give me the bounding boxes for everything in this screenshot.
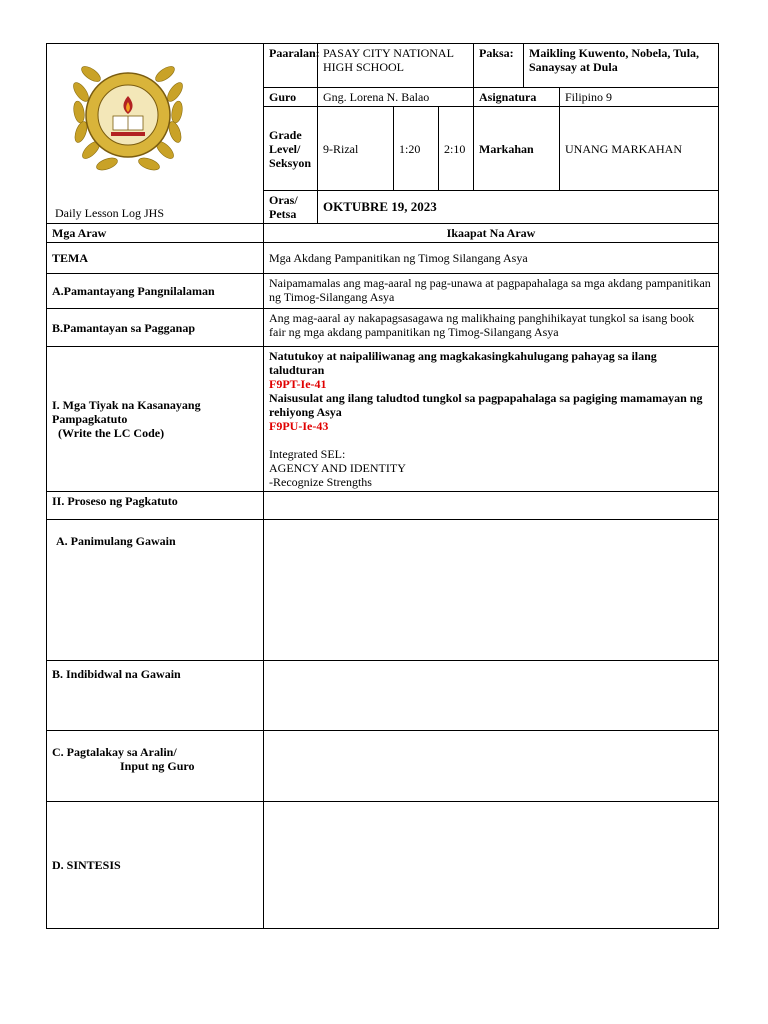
araw-value: Ikaapat Na Araw xyxy=(264,224,719,243)
indibidwal-value xyxy=(264,661,719,731)
sel-value: AGENCY AND IDENTITY xyxy=(269,461,406,475)
sintesis-value xyxy=(264,802,719,929)
markahan-label: Markahan xyxy=(474,107,560,191)
lc-code-2: F9PU-Ie-43 xyxy=(269,419,329,433)
lc-code-1: F9PT-Ie-41 xyxy=(269,377,327,391)
pagtalakay-label xyxy=(47,731,264,802)
daily-lesson-log xyxy=(46,43,718,929)
pamantayang-label: A.Pamantayang Pangnilalaman xyxy=(47,274,264,309)
markahan-value: UNANG MARKAHAN xyxy=(560,107,719,191)
logo-cell xyxy=(47,44,264,224)
dll-label: Daily Lesson Log JHS xyxy=(55,206,164,220)
grade-value: 9-Rizal xyxy=(318,107,394,191)
sel-item: -Recognize Strengths xyxy=(269,475,372,489)
indibidwal-label: B. Indibidwal na Gawain xyxy=(47,661,264,731)
pamantayang-value: Naipamamalas ang mag-aaral ng pag-unawa at pagpapahalaga sa mga akdang pampanitikan ng Timog-Silangang Asya xyxy=(264,274,719,309)
pagtalakay-label-line2: Input ng Guro xyxy=(120,759,195,773)
time-end: 2:10 xyxy=(439,107,474,191)
tiyak-label xyxy=(47,347,264,492)
pagtalakay-value xyxy=(264,731,719,802)
time-start: 1:20 xyxy=(394,107,439,191)
panimula-value xyxy=(264,520,719,661)
school-value: PASAY CITY NATIONAL HIGH SCHOOL xyxy=(318,44,474,88)
tiyak-label-line2: (Write the LC Code) xyxy=(58,426,165,440)
tema-value: Mga Akdang Pampanitikan ng Timog Silangang Asya xyxy=(264,243,719,274)
pagganap-value: Ang mag-aaral ay nakapagsasagawa ng malikhaing panghihikayat tungkol sa isang book fair ng mga akdang pampanitikan ng Timog-Silangang Asya xyxy=(264,309,719,347)
asignatura-value: Filipino 9 xyxy=(560,88,719,107)
sintesis-label: D. SINTESIS xyxy=(47,802,264,929)
grade-label: Grade Level/ Seksyon xyxy=(264,107,318,191)
body-table xyxy=(46,223,719,929)
araw-label: Mga Araw xyxy=(47,224,264,243)
oras-label: Oras/ Petsa xyxy=(264,191,318,224)
panimula-label: A. Panimulang Gawain xyxy=(47,520,264,661)
tema-label: TEMA xyxy=(47,243,264,274)
school-seal-logo xyxy=(65,52,191,178)
pagganap-label: B.Pamantayan sa Pagganap xyxy=(47,309,264,347)
proseso-label: II. Proseso ng Pagkatuto xyxy=(47,492,264,520)
tiyak-content xyxy=(264,347,719,492)
paksa-label: Paksa: xyxy=(474,44,524,88)
tiyak-label-line1: I. Mga Tiyak na Kasanayang Pampagkatuto xyxy=(52,398,201,426)
oras-value: OKTUBRE 19, 2023 xyxy=(318,191,719,224)
asignatura-label: Asignatura xyxy=(474,88,560,107)
objective-2: Naisusulat ang ilang taludtod tungkol sa pagpapahalaga sa pagiging mamamayan ng rehiyong Asya xyxy=(269,391,703,419)
proseso-value xyxy=(264,492,719,520)
paksa-value: Maikling Kuwento, Nobela, Tula, Sanaysay at Dula xyxy=(524,44,719,88)
sel-label: Integrated SEL: xyxy=(269,447,346,461)
guro-value: Gng. Lorena N. Balao xyxy=(318,88,474,107)
guro-label: Guro xyxy=(264,88,318,107)
pagtalakay-label-line1: C. Pagtalakay sa Aralin/ xyxy=(52,745,177,759)
objective-1: Natutukoy at naipaliliwanag ang magkakasingkahulugang pahayag sa ilang taludturan xyxy=(269,349,657,377)
school-label: Paaralan: xyxy=(264,44,318,88)
header-table xyxy=(46,43,719,224)
